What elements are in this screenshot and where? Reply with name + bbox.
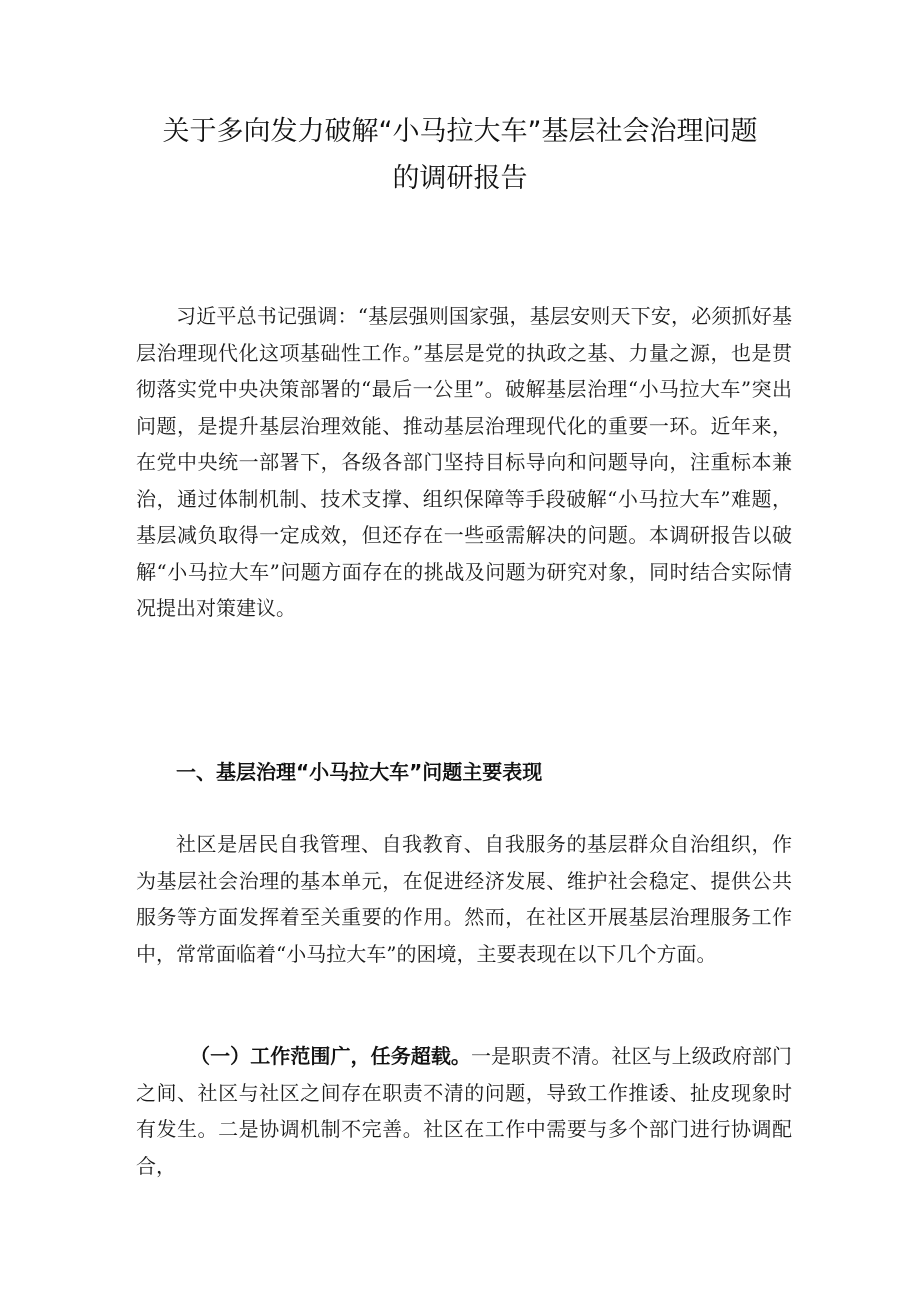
intro-paragraph: 习近平总书记强调：“基层强则国家强，基层安则天下安，必须抓好基层治理现代化这项基础性工作。”基层是党的执政之基、力量之源，也是贯彻落实党中央决策部署的“最后一公里”。破解基层治理“小马拉大车”突出问题，是提升基层治理效能、推动基层治理现代化的重要一环。近年来，在党中央统一部署下，各级各部门坚持目标导向和问题导向，注重标本兼治，通过体制机制、技术支撑、组织保障等手段破解“小马拉大车”难题，基层减负取得一定成效，但还存在一些亟需解决的问题。本调研报告以破解“小马拉大车”问题方面存在的挑战及问题为研究对象，同时结合实际情况提出对策建议。 [136,304,792,620]
subsection-1-text: 一是职责不清。社区与上级政府部门之间、社区与社区之间存在职责不清的问题，导致工作推诿、扯皮现象时有发生。二是协调机制不完善。社区在工作中需要与多个部门进行协调配合， [136,1044,793,1178]
title-line-1: 关于多向发力破解“小马拉大车”基层社会治理问题 [162,116,758,147]
document-title [120,108,800,202]
section-heading-1: 一、基层治理“小马拉大车”问题主要表现 [176,760,543,784]
title-line-2: 的调研报告 [392,163,528,194]
section-1-paragraph: 社区是居民自我管理、自我教育、自我服务的基层群众自治组织，作为基层社会治理的基本单元，在促进经济发展、维护社会稳定、提供公共服务等方面发挥着至关重要的作用。然而，在社区开展基层治理服务工作中，常常面临着“小马拉大车”的困境，主要表现在以下几个方面。 [136,832,792,966]
subsection-1-lead: （一）工作范围广，任务超载。 [190,1044,471,1068]
subsection-1-paragraph [136,1038,792,1184]
